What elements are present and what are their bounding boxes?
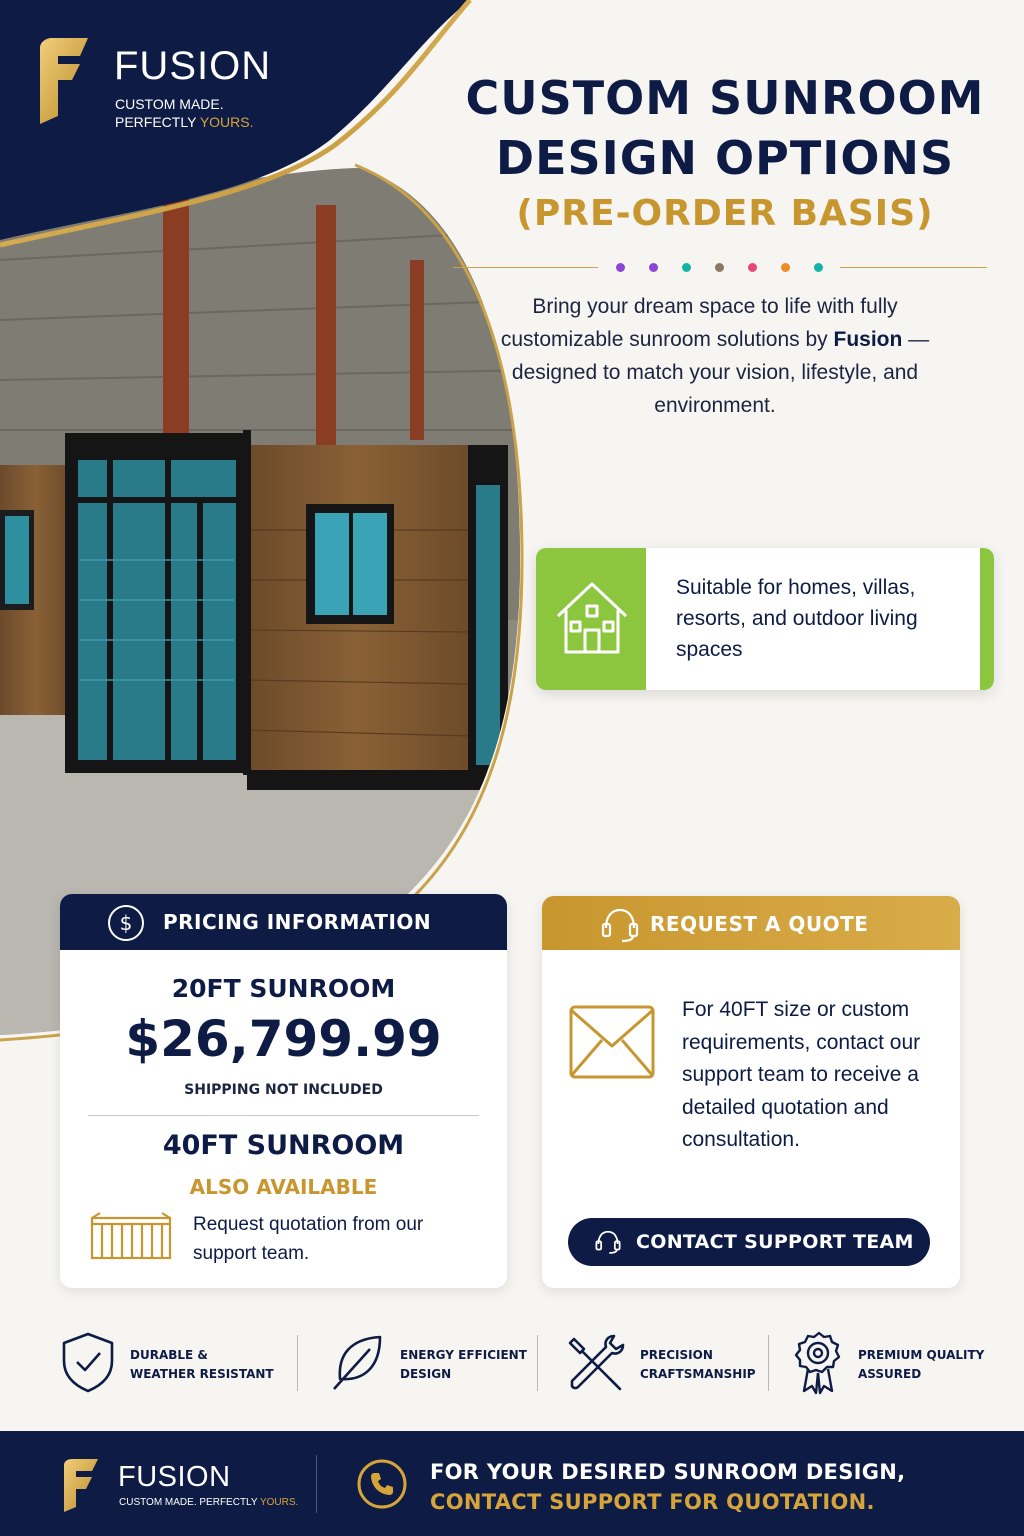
quote-header-label: REQUEST A QUOTE	[650, 912, 869, 936]
svg-text:$: $	[119, 911, 133, 935]
divider-dot	[781, 263, 790, 272]
headset-icon	[594, 1229, 622, 1255]
tools-icon	[566, 1333, 626, 1393]
sunroom-40ft-availability: ALSO AVAILABLE	[189, 1175, 378, 1199]
container-icon	[90, 1212, 174, 1260]
divider-left	[453, 267, 598, 268]
leaf-icon	[330, 1333, 386, 1393]
award-icon	[794, 1331, 844, 1395]
feature-durable: DURABLE & WEATHER RESISTANT	[130, 1348, 274, 1381]
shipping-note: SHIPPING NOT INCLUDED	[184, 1082, 383, 1098]
brand-name: FUSION	[114, 44, 272, 88]
footer-separator	[316, 1455, 317, 1513]
brand-tagline: CUSTOM MADE. PERFECTLY YOURS.	[115, 96, 254, 130]
quote-card	[542, 896, 960, 1288]
quote-description: For 40FT size or custom requirements, contact our support team to receive a detailed quotation and consultation.	[682, 998, 921, 1151]
page-title-line1: CUSTOM SUNROOM	[465, 71, 985, 125]
suitability-text: Suitable for homes, villas, resorts, and outdoor living spaces	[676, 576, 918, 661]
suitability-icon-panel	[536, 548, 646, 690]
suitability-card	[536, 548, 994, 690]
footer-brand-name: FUSION	[118, 1461, 231, 1493]
shield-check-icon	[60, 1331, 116, 1393]
feature-separator	[297, 1335, 298, 1391]
page-subtitle: (PRE-ORDER BASIS)	[516, 193, 934, 234]
divider-dot	[616, 263, 625, 272]
footer-tagline: CUSTOM MADE. PERFECTLY YOURS.	[119, 1497, 299, 1508]
intro-paragraph: Bring your dream space to life with fully customizable sunroom solutions by Fusion — designed to match your vision, lifestyle, and environment.	[500, 295, 930, 417]
divider-dot	[814, 263, 823, 272]
fusion-logo-mark	[60, 1457, 102, 1513]
feature-premium: PREMIUM QUALITY ASSURED	[858, 1348, 985, 1381]
footer-cta-line2: CONTACT SUPPORT FOR QUOTATION.	[430, 1490, 875, 1514]
house-icon	[554, 578, 630, 658]
pricing-header-label: PRICING INFORMATION	[163, 910, 432, 934]
pricing-header	[60, 894, 507, 950]
divider-right	[840, 267, 987, 268]
phone-icon	[356, 1458, 408, 1510]
feature-precision: PRECISION CRAFTSMANSHIP	[640, 1348, 756, 1381]
divider-dot	[715, 263, 724, 272]
divider-dot	[649, 263, 658, 272]
envelope-icon	[568, 1004, 656, 1080]
sunroom-20ft-price: $26,799.99	[125, 1010, 442, 1068]
feature-energy: ENERGY EFFICIENT DESIGN	[400, 1348, 527, 1381]
dollar-icon	[106, 903, 146, 943]
divider-dot	[682, 263, 691, 272]
page-title-line2: DESIGN OPTIONS	[495, 131, 955, 185]
feature-separator	[768, 1335, 769, 1391]
headset-icon	[600, 906, 640, 944]
quote-header	[542, 896, 960, 950]
feature-separator	[537, 1335, 538, 1391]
sunroom-40ft-title: 40FT SUNROOM	[162, 1130, 405, 1161]
contact-support-button-label: CONTACT SUPPORT TEAM	[636, 1231, 914, 1253]
footer-cta-line1: FOR YOUR DESIRED SUNROOM DESIGN,	[430, 1460, 906, 1484]
pricing-divider	[88, 1115, 479, 1116]
sunroom-20ft-title: 20FT SUNROOM	[171, 974, 396, 1003]
footer	[0, 1431, 1024, 1536]
divider-dot	[748, 263, 757, 272]
sunroom-40ft-request-text: Request quotation from our support team.	[193, 1214, 424, 1264]
pricing-card	[60, 894, 507, 1288]
contact-support-button[interactable]	[568, 1218, 930, 1266]
suitability-accent-bar	[980, 548, 994, 690]
